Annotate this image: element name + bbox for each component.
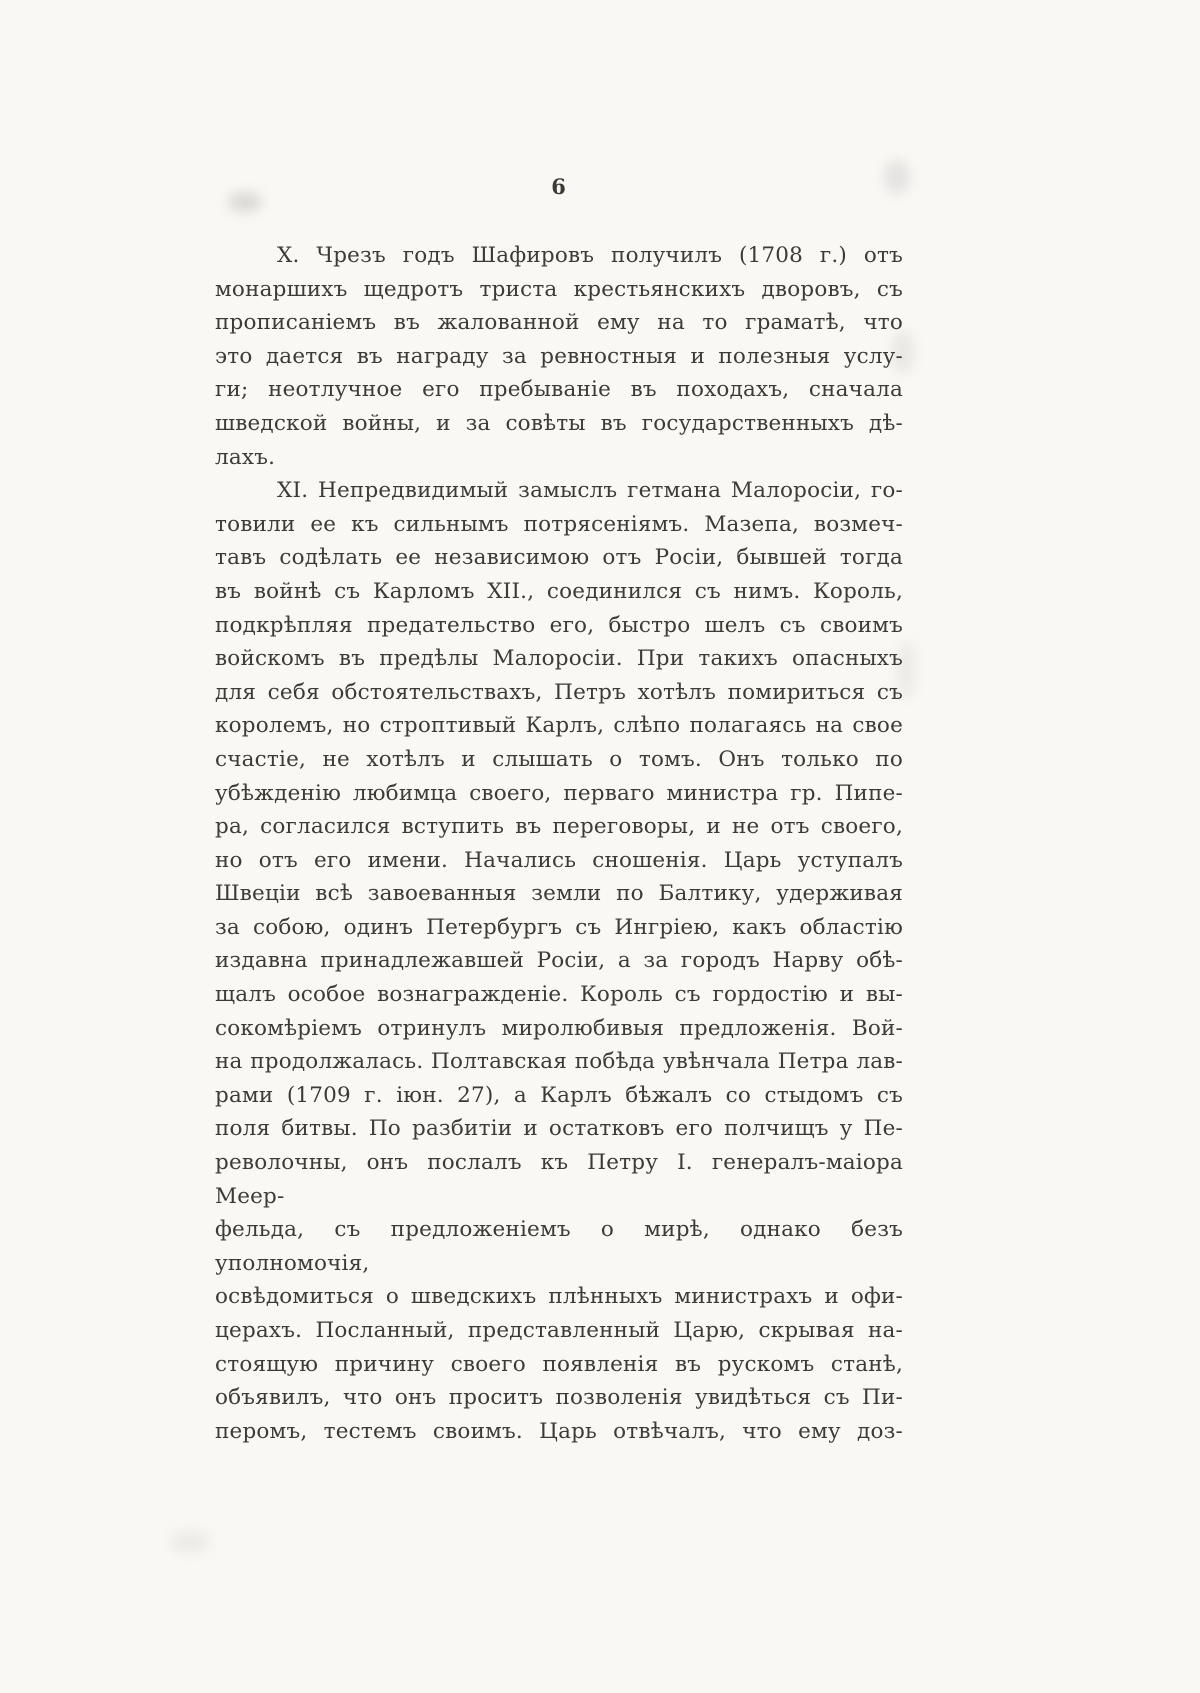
text-line: щалъ особое вознагражденіе. Король съ гордостію и вы-: [215, 982, 903, 1008]
text-line: стоящую причину своего появленія въ рускомъ станѣ,: [215, 1351, 903, 1377]
text-line: поля битвы. По разбитіи и остатковъ его полчищъ у Пе-: [215, 1116, 903, 1142]
text-line: шведской войны, и за совѣты въ государственныхъ дѣ-: [215, 410, 903, 436]
text-line: на продолжалась. Полтавская побѣда увѣнчала Петра лав-: [215, 1049, 903, 1075]
text-line: счастіе, не хотѣлъ и слышать о томъ. Онъ только по: [215, 746, 903, 772]
text-line: прописаніемъ въ жалованной ему на то граматѣ, что: [215, 310, 903, 336]
text-line: перомъ, тестемъ своимъ. Царь отвѣчалъ, что ему доз-: [215, 1418, 903, 1444]
text-line: за собою, одинъ Петербургъ съ Ингріею, какъ областію: [215, 914, 903, 940]
text-line: церахъ. Посланный, представленный Царю, скрывая на-: [215, 1318, 903, 1343]
text-line: револочны, онъ послалъ къ Петру I. генералъ-маіора Меер-: [215, 1150, 903, 1209]
text-line: лахъ.: [215, 444, 276, 470]
text-line: ги; неотлучное его пребываніе въ походахъ, сначала: [215, 377, 903, 403]
text-line: товили ее къ сильнымъ потрясеніямъ. Мазепа, возмеч-: [215, 511, 903, 537]
text-line: фельда, съ предложеніемъ о мирѣ, однако безъ уполномочія,: [215, 1217, 903, 1276]
text-block: [215, 239, 903, 1448]
text-line: Швеціи всѣ завоеванныя земли по Балтику, удерживая: [215, 881, 903, 907]
text-line: XI. Непредвидимый замыслъ гетмана Малоросіи, го-: [277, 478, 903, 504]
paragraph: [215, 239, 903, 474]
text-line: монаршихъ щедротъ триста крестьянскихъ дворовъ, съ: [215, 276, 903, 302]
text-line: войскомъ въ предѣлы Малоросіи. При такихъ опасныхъ: [215, 646, 903, 672]
scan-smudge: [170, 1530, 210, 1554]
text-line: объявилъ, что онъ проситъ позволенія увидѣться съ Пи-: [215, 1385, 903, 1411]
text-line: освѣдомиться о шведскихъ плѣнныхъ министрахъ и офи-: [215, 1284, 903, 1310]
page-number: 6: [551, 174, 567, 199]
text-line: королемъ, но строптивый Карлъ, слѣпо полагаясь на свое: [215, 713, 903, 739]
text-line: но отъ его имени. Начались сношенія. Царь уступалъ: [215, 847, 903, 873]
text-line: рами (1709 г. іюн. 27), а Карлъ бѣжалъ со стыдомъ съ: [215, 1082, 903, 1108]
text-line: издавна принадлежавшей Росіи, а за городъ Нарву обѣ-: [215, 948, 903, 974]
text-line: тавъ содѣлать ее независимою отъ Росіи, бывшей тогда: [215, 545, 903, 571]
text-line: въ войнѣ съ Карломъ XII., соединился съ нимъ. Король,: [215, 578, 903, 604]
text-line: для себя обстоятельствахъ, Петръ хотѣлъ помириться съ: [215, 679, 903, 705]
paragraph: [215, 474, 903, 1448]
text-line: X. Чрезъ годъ Шафировъ получилъ (1708 г.) отъ: [277, 243, 903, 268]
text-line: ра, согласился вступить въ переговоры, и не отъ своего,: [215, 814, 903, 840]
text-line: убѣжденію любимца своего, перваго министра гр. Пипе-: [215, 780, 903, 806]
text-line: сокомѣріемъ отринулъ миролюбивыя предложенія. Вой-: [215, 1015, 903, 1041]
text-line: подкрѣпляя предательство его, быстро шелъ съ своимъ: [215, 612, 903, 638]
text-line: это дается въ награду за ревностныя и полезныя услу-: [215, 343, 903, 369]
